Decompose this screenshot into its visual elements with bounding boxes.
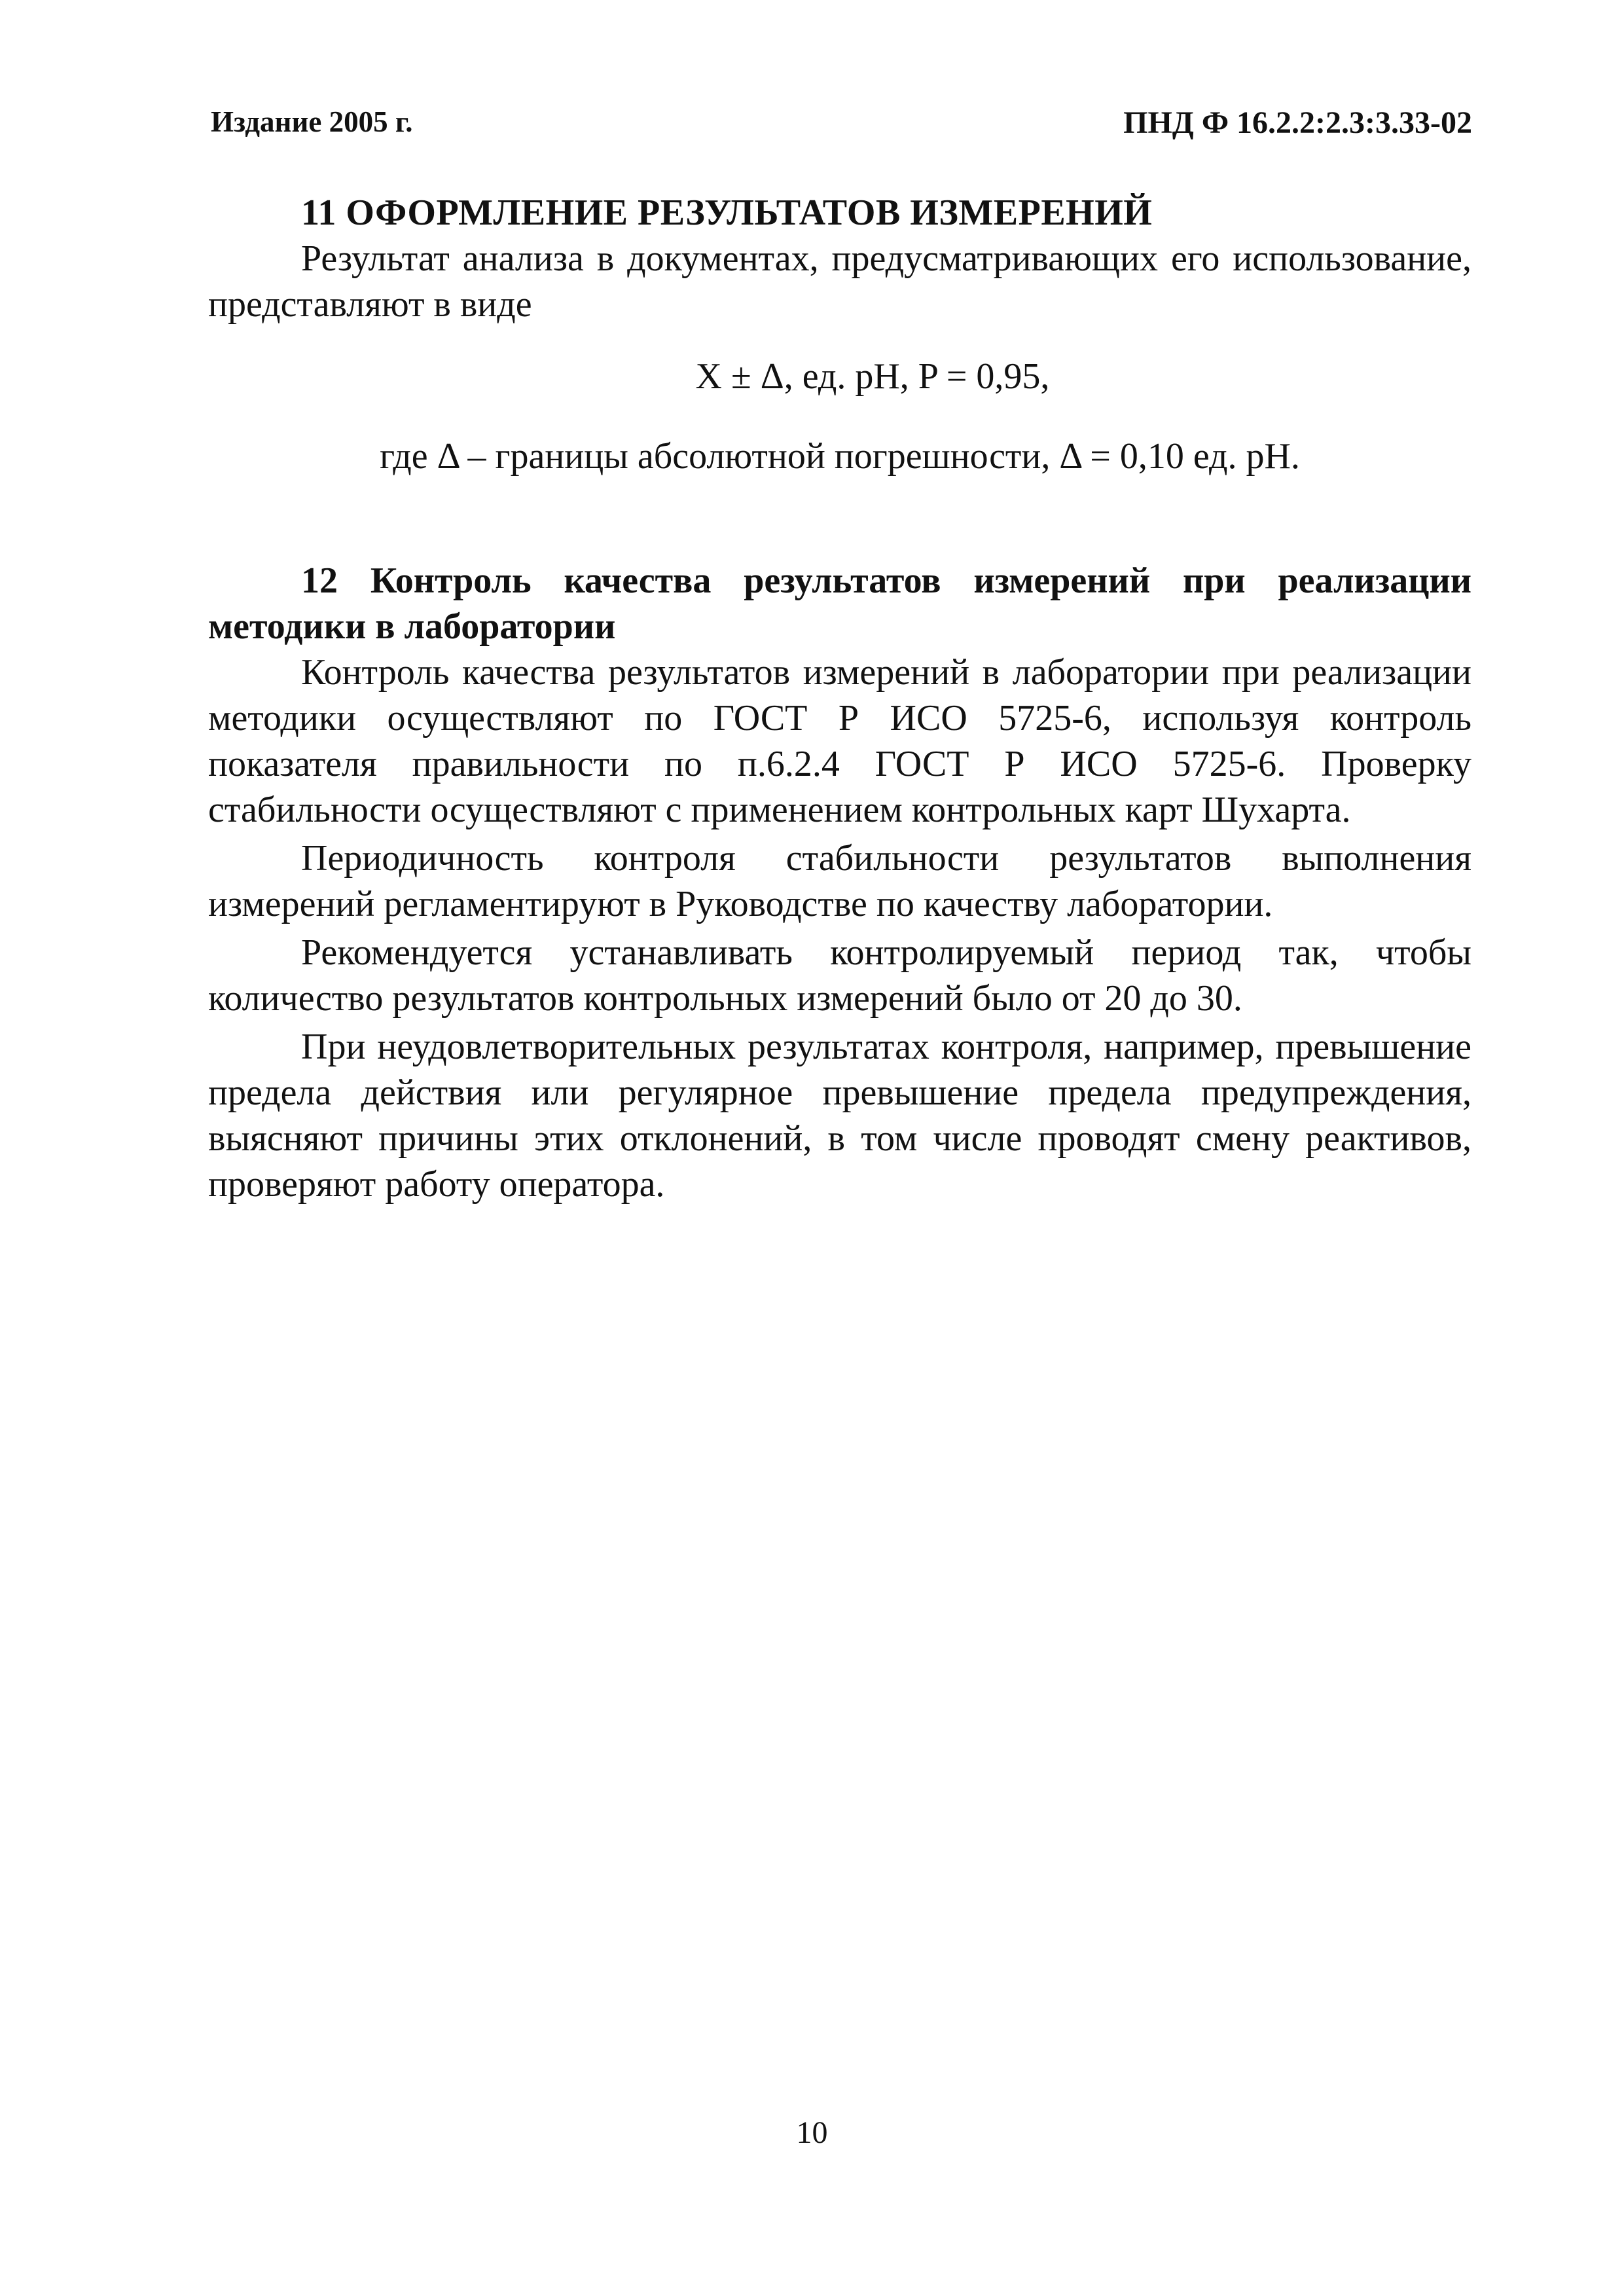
edition-label: Издание 2005 г. xyxy=(211,105,413,138)
section-12-title: 12 Контроль качества результатов измерений при реализации методики в лаборатории xyxy=(208,560,1471,647)
document-body xyxy=(208,190,1471,1207)
section-11-intro: Результат анализа в документах, предусматривающих его использование, представляют в виде xyxy=(208,238,1471,325)
section-12-paragraph: Рекомендуется устанавливать контролируемый период так, чтобы количество результатов контрольных измерений было от 20 до 30. xyxy=(208,932,1471,1019)
page-number: 10 xyxy=(796,2115,828,2150)
formula-explanation: где Δ – границы абсолютной погрешности, Δ = 0,10 ед. pH. xyxy=(380,436,1300,477)
section-12-paragraph: Контроль качества результатов измерений в лаборатории при реализации методики осуществляют по ГОСТ Р ИСО 5725-6, используя контроль показателя правильности по п.6.2.4 ГОСТ Р ИСО 5725-6. Проверку стабильности осуществляют с применением контрольных карт Шухарта. xyxy=(208,652,1471,830)
document-code: ПНД Ф 16.2.2:2.3:3.33-02 xyxy=(1123,105,1472,140)
result-formula: X ± Δ, ед. pH, P = 0,95, xyxy=(695,356,1050,397)
section-12-paragraph: Периодичность контроля стабильности результатов выполнения измерений регламентируют в Руководстве по качеству лаборатории. xyxy=(208,838,1471,924)
section-12-paragraph: При неудовлетворительных результатах контроля, например, превышение предела действия или регулярное превышение предела предупреждения, выясняют причины этих отклонений, в том числе проводят смену реактивов, проверяют работу оператора. xyxy=(208,1027,1471,1205)
section-11-title: 11 ОФОРМЛЕНИЕ РЕЗУЛЬТАТОВ ИЗМЕРЕНИЙ xyxy=(301,192,1153,233)
page-header xyxy=(211,105,1472,144)
